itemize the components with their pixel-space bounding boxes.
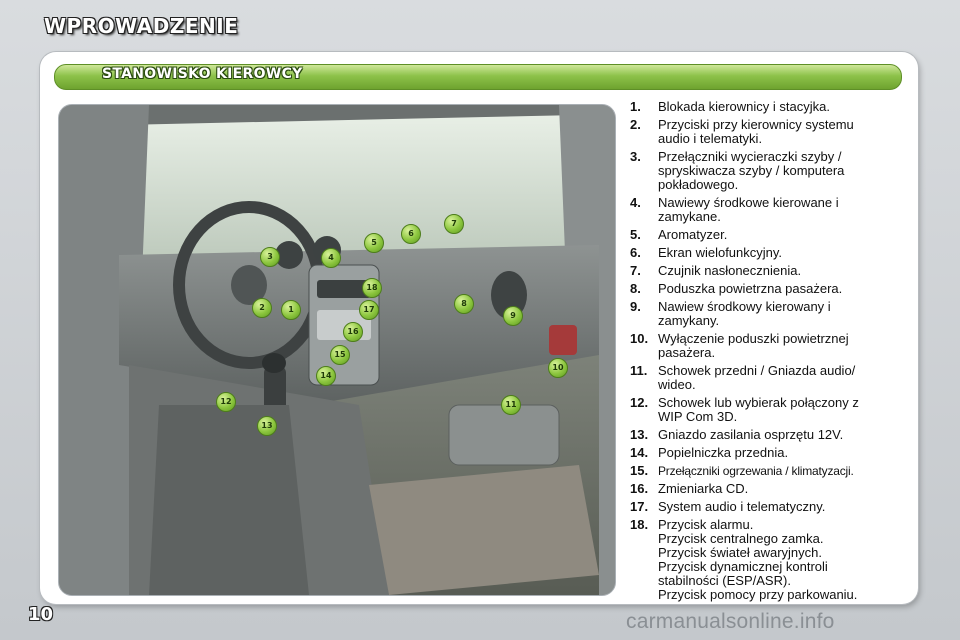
marker-9: 9: [503, 306, 523, 326]
marker-4: 4: [321, 248, 341, 268]
legend-text: Poduszka powietrzna pasażera.: [658, 281, 843, 296]
legend-text: Gniazdo zasilania osprzętu 12V.: [658, 427, 844, 442]
legend-text: Przełączniki wycieraczki szyby / spryskiwacza szyby / komputera pokładowego.: [658, 149, 845, 192]
marker-1: 1: [281, 300, 301, 320]
legend-number: 11.: [630, 363, 648, 378]
legend-number: 1.: [630, 99, 641, 114]
legend-text: Schowek przedni / Gniazda audio/ wideo.: [658, 363, 856, 392]
legend-item: [630, 332, 920, 360]
legend-number: 10.: [630, 331, 649, 346]
legend-number: 17.: [630, 499, 649, 514]
marker-6: 6: [401, 224, 421, 244]
page-number: 10: [28, 604, 54, 625]
watermark: carmanualsonline.info: [626, 610, 835, 633]
legend-text: Przełączniki ogrzewania / klimatyzacji.: [658, 464, 854, 478]
legend-item: [630, 196, 920, 224]
marker-2: 2: [252, 298, 272, 318]
legend-number: 12.: [630, 395, 649, 410]
section-title: STANOWISKO KIEROWCY: [102, 66, 303, 82]
legend-text: System audio i telematyczny.: [658, 499, 826, 514]
legend-text: Wyłączenie poduszki powietrznej pasażera.: [658, 331, 849, 360]
marker-18: 18: [362, 278, 382, 298]
legend-item: [630, 500, 920, 514]
marker-17: 17: [359, 300, 379, 320]
legend-number: 16.: [630, 481, 649, 496]
legend-item: [630, 282, 920, 296]
legend-number: 6.: [630, 245, 641, 260]
marker-13: 13: [257, 416, 277, 436]
legend-number: 8.: [630, 281, 641, 296]
legend-number: 14.: [630, 445, 649, 460]
marker-8: 8: [454, 294, 474, 314]
legend-list: [630, 100, 920, 606]
legend-text: Czujnik nasłonecznienia.: [658, 263, 802, 278]
dashboard-illustration: [58, 104, 616, 596]
marker-16: 16: [343, 322, 363, 342]
legend-text: Nawiew środkowy kierowany i zamykany.: [658, 299, 831, 328]
legend-number: 2.: [630, 117, 641, 132]
legend-text: Przyciski przy kierownicy systemu audio i telematyki.: [658, 117, 854, 146]
legend-text: Zmieniarka CD.: [658, 481, 749, 496]
page-title: WPROWADZENIE: [44, 14, 239, 38]
legend-item: [630, 246, 920, 260]
legend-item: [630, 228, 920, 242]
legend-item: [630, 264, 920, 278]
marker-5: 5: [364, 233, 384, 253]
legend-item: [630, 100, 920, 114]
legend-number: 15.: [630, 463, 649, 478]
legend-item: [630, 118, 920, 146]
legend-item: [630, 364, 920, 392]
legend-text: Ekran wielofunkcyjny.: [658, 245, 783, 260]
marker-11: 11: [501, 395, 521, 415]
legend-item: [630, 518, 920, 602]
legend-text: Schowek lub wybierak połączony z WIP Com 3D.: [658, 395, 859, 424]
legend-number: 9.: [630, 299, 641, 314]
marker-14: 14: [316, 366, 336, 386]
legend-number: 3.: [630, 149, 641, 164]
legend-number: 7.: [630, 263, 641, 278]
marker-12: 12: [216, 392, 236, 412]
legend-text: Blokada kierownicy i stacyjka.: [658, 99, 830, 114]
legend-number: 13.: [630, 427, 649, 442]
legend-item: [630, 446, 920, 460]
legend-item: [630, 396, 920, 424]
legend-text: Przycisk alarmu. Przycisk centralnego zamka. Przycisk świateł awaryjnych. Przycisk dynamicznej kontroli stabilności (ESP/ASR). Przycisk pomocy przy parkowaniu.: [658, 517, 858, 602]
legend-number: 18.: [630, 517, 649, 532]
legend-item: [630, 300, 920, 328]
marker-3: 3: [260, 247, 280, 267]
marker-7: 7: [444, 214, 464, 234]
legend-text: Aromatyzer.: [658, 227, 728, 242]
marker-10: 10: [548, 358, 568, 378]
legend-number: 4.: [630, 195, 641, 210]
legend-number: 5.: [630, 227, 641, 242]
marker-15: 15: [330, 345, 350, 365]
legend-item: [630, 482, 920, 496]
legend-item: [630, 464, 920, 478]
legend-text: Nawiewy środkowe kierowane i zamykane.: [658, 195, 839, 224]
legend-item: [630, 150, 920, 192]
legend-text: Popielniczka przednia.: [658, 445, 789, 460]
legend-item: [630, 428, 920, 442]
